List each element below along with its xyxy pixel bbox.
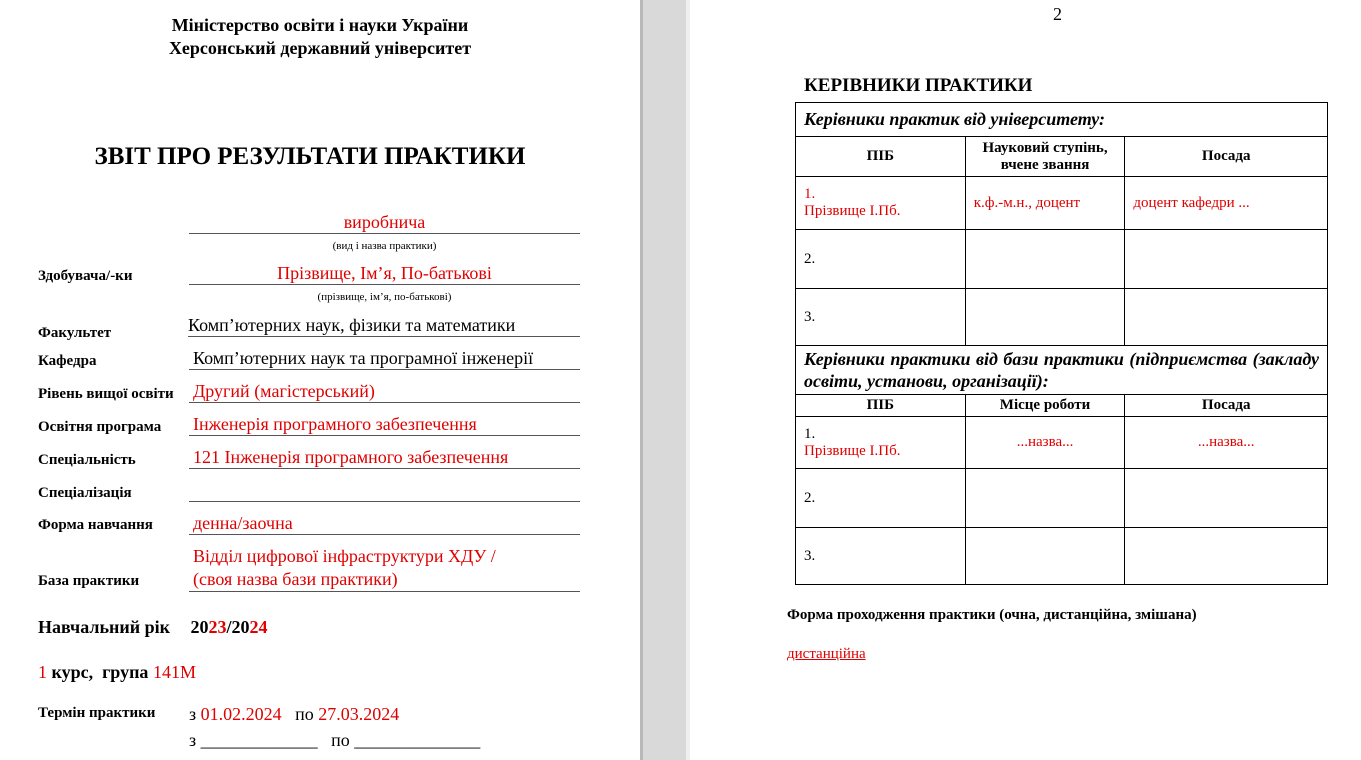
- academic-year: [38, 617, 267, 638]
- practice-base-line2: (своя назва бази практики): [193, 569, 398, 589]
- study-form-field[interactable]: денна/заочна: [189, 513, 580, 535]
- base-leaders-section: Керівники практики від бази практики (підприємства (закладу освіти, установи, організації):: [796, 346, 1328, 395]
- applicant-label: Здобувача/-ки: [38, 268, 133, 284]
- practice-term-label: Термін практики: [38, 705, 156, 721]
- table-row: [796, 417, 1328, 469]
- base-row3-name[interactable]: [796, 528, 966, 585]
- univ-header-name: ПІБ: [796, 137, 966, 177]
- specialization-field[interactable]: [189, 480, 580, 502]
- practice-type-caption: (вид і назва практики): [332, 240, 437, 252]
- univ-row3-position[interactable]: [1125, 289, 1328, 346]
- practice-base-line1: Відділ цифрової інфраструктури ХДУ /: [193, 546, 496, 566]
- practice-form-label: Форма проходження практики (очна, дистанційна, змішана): [787, 607, 1197, 623]
- table-row: [796, 230, 1328, 289]
- practice-base-label: База практики: [38, 573, 140, 589]
- base-row1-position[interactable]: ...назва...: [1125, 417, 1328, 469]
- course-text: курс, група: [47, 662, 153, 682]
- univ-row3-name[interactable]: [796, 289, 966, 346]
- base-row1-name[interactable]: [796, 417, 966, 469]
- table-row: [796, 177, 1328, 230]
- row-number: 2.: [804, 489, 816, 506]
- university-name: Херсонський державний університет: [168, 38, 472, 58]
- group-value[interactable]: 141М: [152, 662, 196, 682]
- univ-row1-degree[interactable]: к.ф.-м.н., доцент: [965, 177, 1125, 230]
- university-leaders-section: Керівники практик від університету:: [796, 103, 1328, 137]
- univ-row1-name[interactable]: [796, 177, 966, 230]
- academic-year-label: Навчальний рік: [38, 617, 170, 637]
- base-row1-workplace[interactable]: ...назва...: [965, 417, 1125, 469]
- term-to-text: по: [281, 704, 319, 724]
- practice-type-field[interactable]: виробнича: [189, 212, 580, 234]
- practice-form-value[interactable]: дистанційна: [787, 646, 866, 662]
- year-end: 24: [249, 617, 268, 637]
- practice-base-field[interactable]: [189, 545, 580, 592]
- education-level-label: Рівень вищої освіти: [38, 386, 174, 402]
- univ-row2-position[interactable]: [1125, 230, 1328, 289]
- row-number: 3.: [804, 547, 816, 564]
- base-row2-position[interactable]: [1125, 469, 1328, 528]
- row-number: 1.: [804, 425, 816, 442]
- page-number: 2: [1053, 4, 1062, 24]
- page-shadow-left: [640, 0, 643, 760]
- base-row2-workplace[interactable]: [965, 469, 1125, 528]
- leaders-table: [795, 102, 1328, 585]
- faculty-label: Факультет: [38, 325, 112, 341]
- term-end-date[interactable]: 27.03.2024: [318, 704, 400, 724]
- base-row2-name[interactable]: [796, 469, 966, 528]
- ministry-name: Міністерство освіти і науки України: [171, 15, 469, 35]
- faculty-field[interactable]: Комп’ютерних наук, фізики та математики: [188, 315, 580, 337]
- year-start: 23: [208, 617, 227, 637]
- course-number[interactable]: 1: [38, 662, 47, 682]
- table-row: [796, 528, 1328, 585]
- applicant-field[interactable]: Прізвище, Ім’я, По-батькові: [189, 263, 580, 285]
- row-number: 1.: [804, 186, 816, 202]
- year-prefix: 20: [190, 617, 209, 637]
- term-from-text: з: [189, 704, 201, 724]
- univ-row2-degree[interactable]: [965, 230, 1125, 289]
- base-header-workplace: Місце роботи: [965, 395, 1125, 417]
- row-number: 2.: [804, 250, 816, 267]
- base-header-position: Посада: [1125, 395, 1328, 417]
- univ-header-position: Посада: [1125, 137, 1328, 177]
- specialty-label: Спеціальність: [38, 452, 136, 468]
- term-start-date[interactable]: 01.02.2024: [200, 704, 282, 724]
- univ-row1-position[interactable]: доцент кафедри ...: [1125, 177, 1328, 230]
- department-label: Кафедра: [38, 353, 97, 369]
- practice-term-dates: [189, 704, 399, 725]
- univ-row3-degree[interactable]: [965, 289, 1125, 346]
- specialty-field[interactable]: 121 Інженерія програмного забезпечення: [189, 447, 580, 469]
- leaders-heading: КЕРІВНИКИ ПРАКТИКИ: [804, 75, 1033, 96]
- report-title: ЗВІТ ПРО РЕЗУЛЬТАТИ ПРАКТИКИ: [94, 143, 526, 170]
- univ-header-degree: Науковий ступінь, вчене звання: [965, 137, 1125, 177]
- leader-name: Прізвище І.Пб.: [804, 203, 901, 219]
- row-number: 3.: [804, 308, 816, 325]
- education-program-field[interactable]: Інженерія програмного забезпечення: [189, 414, 580, 436]
- course-group-line: [38, 662, 196, 683]
- year-separator: /20: [226, 617, 250, 637]
- education-level-field[interactable]: Другий (магістерський): [189, 381, 580, 403]
- practice-term-blank-line[interactable]: з _____________ по ______________: [189, 730, 481, 750]
- report-title-page: [0, 0, 640, 760]
- ministry-header: [0, 14, 640, 60]
- base-row3-workplace[interactable]: [965, 528, 1125, 585]
- department-field[interactable]: Комп’ютерних наук та програмної інженерії: [189, 348, 580, 370]
- education-program-label: Освітня програма: [38, 419, 162, 435]
- table-row: [796, 289, 1328, 346]
- base-header-name: ПІБ: [796, 395, 966, 417]
- academic-year-value[interactable]: [190, 617, 267, 637]
- base-row3-position[interactable]: [1125, 528, 1328, 585]
- page-separator: [640, 0, 690, 760]
- table-row: [796, 469, 1328, 528]
- specialization-label: Спеціалізація: [38, 485, 132, 501]
- leader-name: Прізвище І.Пб.: [804, 442, 901, 459]
- study-form-label: Форма навчання: [38, 517, 153, 533]
- univ-row2-name[interactable]: [796, 230, 966, 289]
- applicant-caption: (прізвище, ім’я, по-батькові): [317, 291, 452, 303]
